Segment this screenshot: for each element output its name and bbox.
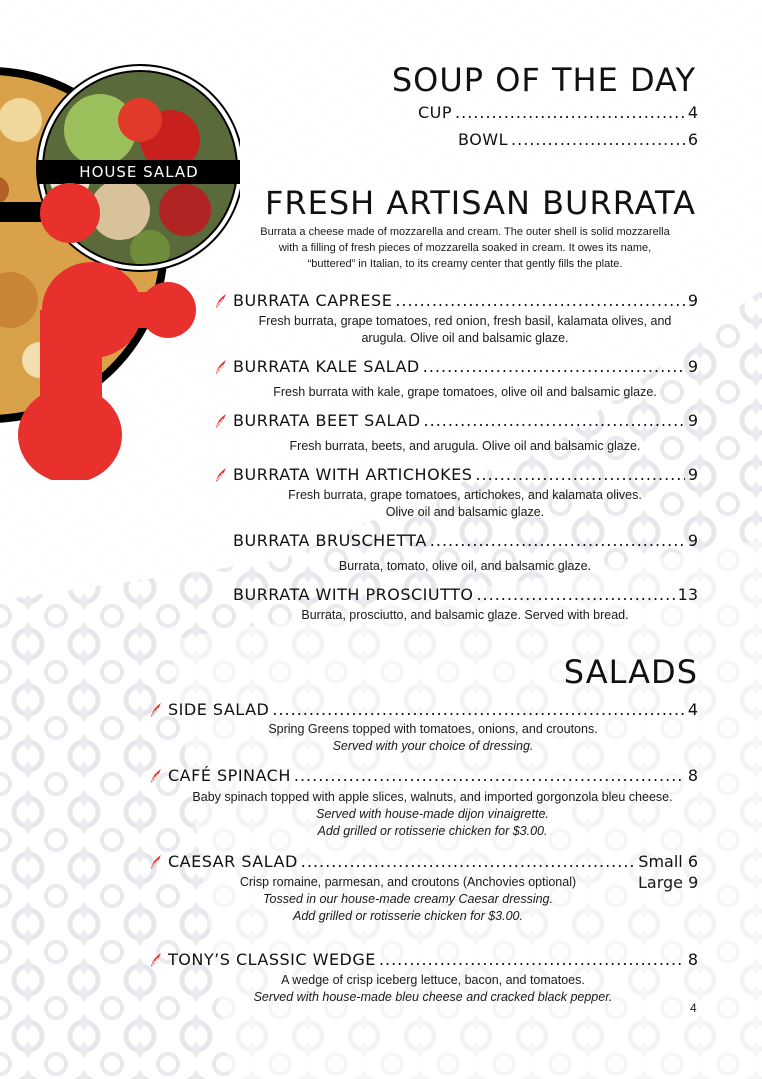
burrata-item-desc: Fresh burrata with kale, grape tomatoes, olive oil and balsamic glaze. bbox=[273, 385, 657, 399]
leaf-icon bbox=[149, 702, 163, 718]
burrata-item-desc: Fresh burrata, grape tomatoes, red onion, fresh basil, kalamata olives, and arugula. Olive oil and balsamic glaze. bbox=[258, 314, 672, 345]
salads-title: SALADS bbox=[563, 653, 698, 691]
salad-item: CAESAR SALAD ..... Small 6 bbox=[168, 852, 698, 871]
burrata-item: BURRATA BEET SALAD ..... 9 bbox=[233, 411, 698, 430]
salad-item: CAFÉ SPINACH ..... 8 bbox=[168, 766, 698, 785]
leaf-icon bbox=[214, 413, 228, 429]
page-number: 4 bbox=[690, 1001, 697, 1015]
burrata-item: BURRATA WITH ARTICHOKES ..... 9 bbox=[233, 465, 698, 484]
salad-item-price-large: Large 9 bbox=[638, 873, 699, 892]
burrata-title: FRESH ARTISAN BURRATA bbox=[265, 184, 696, 222]
soup-item-bowl: BOWL ..... 6 bbox=[458, 130, 698, 149]
salad-item: TONY’S CLASSIC WEDGE ..... 8 bbox=[168, 950, 698, 969]
leaf-icon bbox=[214, 467, 228, 483]
burrata-item-desc: Burrata, prosciutto, and balsamic glaze. Served with bread. bbox=[301, 608, 629, 622]
salad-item-desc: Baby spinach topped with apple slices, walnuts, and imported gorgonzola bleu cheese. Served with house-made dijon vinaigrette. Add grilled or rotisserie chicken for $3.00. bbox=[192, 790, 673, 838]
burrata-item-desc: Fresh burrata, grape tomatoes, artichokes, and kalamata olives. Olive oil and balsamic glaze. bbox=[288, 488, 642, 519]
salad-item-desc: Crisp romaine, parmesan, and croutons (Anchovies optional) Tossed in our house-made creamy Caesar dressing. Add grilled or rotisserie chicken for $3.00. bbox=[239, 875, 577, 923]
salad-item: SIDE SALAD ..... 4 bbox=[168, 700, 698, 719]
burrata-item: BURRATA WITH PROSCIUTTO ..... 13 bbox=[233, 585, 698, 604]
soup-item-cup: CUP ..... 4 bbox=[418, 103, 698, 122]
leaf-icon bbox=[149, 952, 163, 968]
salad-item-desc: Spring Greens topped with tomatoes, onions, and croutons. Served with your choice of dressing. bbox=[268, 722, 598, 753]
burrata-item: BURRATA KALE SALAD ..... 9 bbox=[233, 357, 698, 376]
burrata-item-desc: Burrata, tomato, olive oil, and balsamic glaze. bbox=[338, 559, 592, 573]
leaf-icon bbox=[149, 768, 163, 784]
leaf-icon bbox=[214, 359, 228, 375]
soup-title: SOUP OF THE DAY bbox=[391, 61, 696, 99]
burrata-item: BURRATA BRUSCHETTA ..... 9 bbox=[233, 531, 698, 550]
photo-label: HOUSE SALAD bbox=[79, 163, 199, 181]
leaf-icon bbox=[214, 293, 228, 309]
salad-item-desc: A wedge of crisp iceberg lettuce, bacon, and tomatoes. Served with house-made bleu cheese and cracked black pepper. bbox=[253, 973, 613, 1004]
burrata-item: BURRATA CAPRESE ..... 9 bbox=[233, 291, 698, 310]
burrata-intro: Burrata a cheese made of mozzarella and cream. The outer shell is solid mozzarella with a filling of fresh pieces of mozzarella soaked in cream. It owes its name, “buttered” in Italian, to its creamy center that gently fills the plate. bbox=[260, 226, 670, 270]
leaf-icon bbox=[149, 854, 163, 870]
house-salad-photo-graphic bbox=[0, 60, 240, 480]
burrata-item-desc: Fresh burrata, beets, and arugula. Olive oil and balsamic glaze. bbox=[289, 439, 641, 453]
